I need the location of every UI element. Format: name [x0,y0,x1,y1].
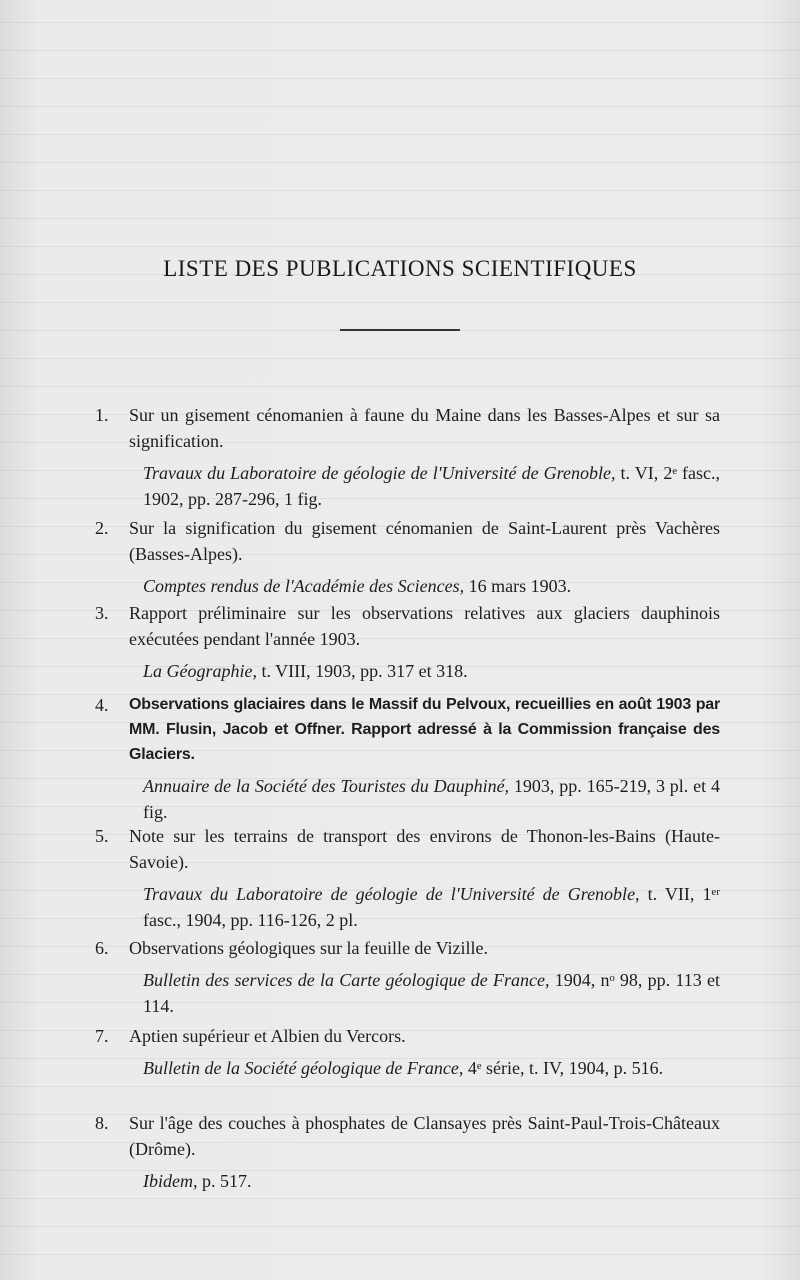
entry-title: Observations glaciaires dans le Massif du Pelvoux, recueillies en août 1903 par MM. Flusin, Jacob et Offner. Rapport adressé à la Commission française des Glaciers. [129,696,720,763]
source-journal: Comptes rendus de l'Académie des Sciences, [143,576,465,596]
publication-entry-8 [95,1110,720,1194]
entry-title: Sur la signification du gisement cénomanien de Saint-Laurent près Vachères (Basses-Alpes). [129,518,720,564]
title-divider [340,329,460,331]
entry-number: 4. [95,695,109,715]
entry-title: Sur un gisement cénomanien à faune du Maine dans les Basses-Alpes et sur sa signification. [129,405,720,451]
entry-source [143,573,720,599]
entry-source [143,658,720,684]
source-journal: Bulletin des services de la Carte géologique de France, [143,970,550,990]
source-details: 4ᵉ série, t. IV, 1904, p. 516. [463,1058,664,1078]
source-details: 1903, pp. 165-219, 3 pl. et 4 fig. [143,776,720,822]
page-title: LISTE DES PUBLICATIONS SCIENTIFIQUES [163,256,637,281]
source-journal: Bulletin de la Société géologique de France, [143,1058,464,1078]
publication-entry-7 [95,1023,720,1081]
publication-entry-2 [95,515,720,599]
source-details: t. VII, 1ᵉʳ fasc., 1904, pp. 116-126, 2 pl. [143,884,720,930]
source-journal: Ibidem, [143,1171,198,1191]
entry-title: Aptien supérieur et Albien du Vercors. [129,1026,406,1046]
entry-number: 5. [95,826,109,846]
entry-title: Rapport préliminaire sur les observations relatives aux glaciers dauphinois exécutées pendant l'année 1903. [129,603,720,649]
source-details: 1904, nᵒ 98, pp. 113 et 114. [143,970,720,1016]
entry-source [143,460,720,512]
entry-source [143,881,720,933]
source-journal: Annuaire de la Société des Touristes du Dauphiné, [143,776,510,796]
source-journal: La Géographie, [143,661,257,681]
publication-entry-4 [95,692,720,825]
source-journal: Travaux du Laboratoire de géologie de l'Université de Grenoble, [143,463,616,483]
publication-entry-6 [95,935,720,1019]
entry-number: 2. [95,518,109,538]
entry-title: Sur l'âge des couches à phosphates de Clansayes près Saint-Paul-Trois-Châteaux (Drôme). [129,1113,720,1159]
publication-entry-3 [95,600,720,684]
entry-source [143,1168,720,1194]
entry-title: Observations géologiques sur la feuille de Vizille. [129,938,488,958]
source-details: t. VIII, 1903, pp. 317 et 318. [257,661,468,681]
entry-number: 1. [95,405,109,425]
entry-source [143,773,720,825]
entry-source [143,1055,720,1081]
entry-number: 8. [95,1113,109,1133]
entry-number: 7. [95,1026,109,1046]
entry-number: 3. [95,603,109,623]
publication-entry-1 [95,402,720,512]
source-details: p. 517. [197,1171,252,1191]
source-journal: Travaux du Laboratoire de géologie de l'Université de Grenoble, [143,884,640,904]
entry-title: Note sur les terrains de transport des environs de Thonon-les-Bains (Haute-Savoie). [129,826,720,872]
source-details: 16 mars 1903. [464,576,572,596]
publication-entry-5 [95,823,720,933]
source-details: t. VI, 2ᵉ fasc., 1902, pp. 287-296, 1 fig. [143,463,720,509]
entry-number: 6. [95,938,109,958]
entry-source [143,967,720,1019]
